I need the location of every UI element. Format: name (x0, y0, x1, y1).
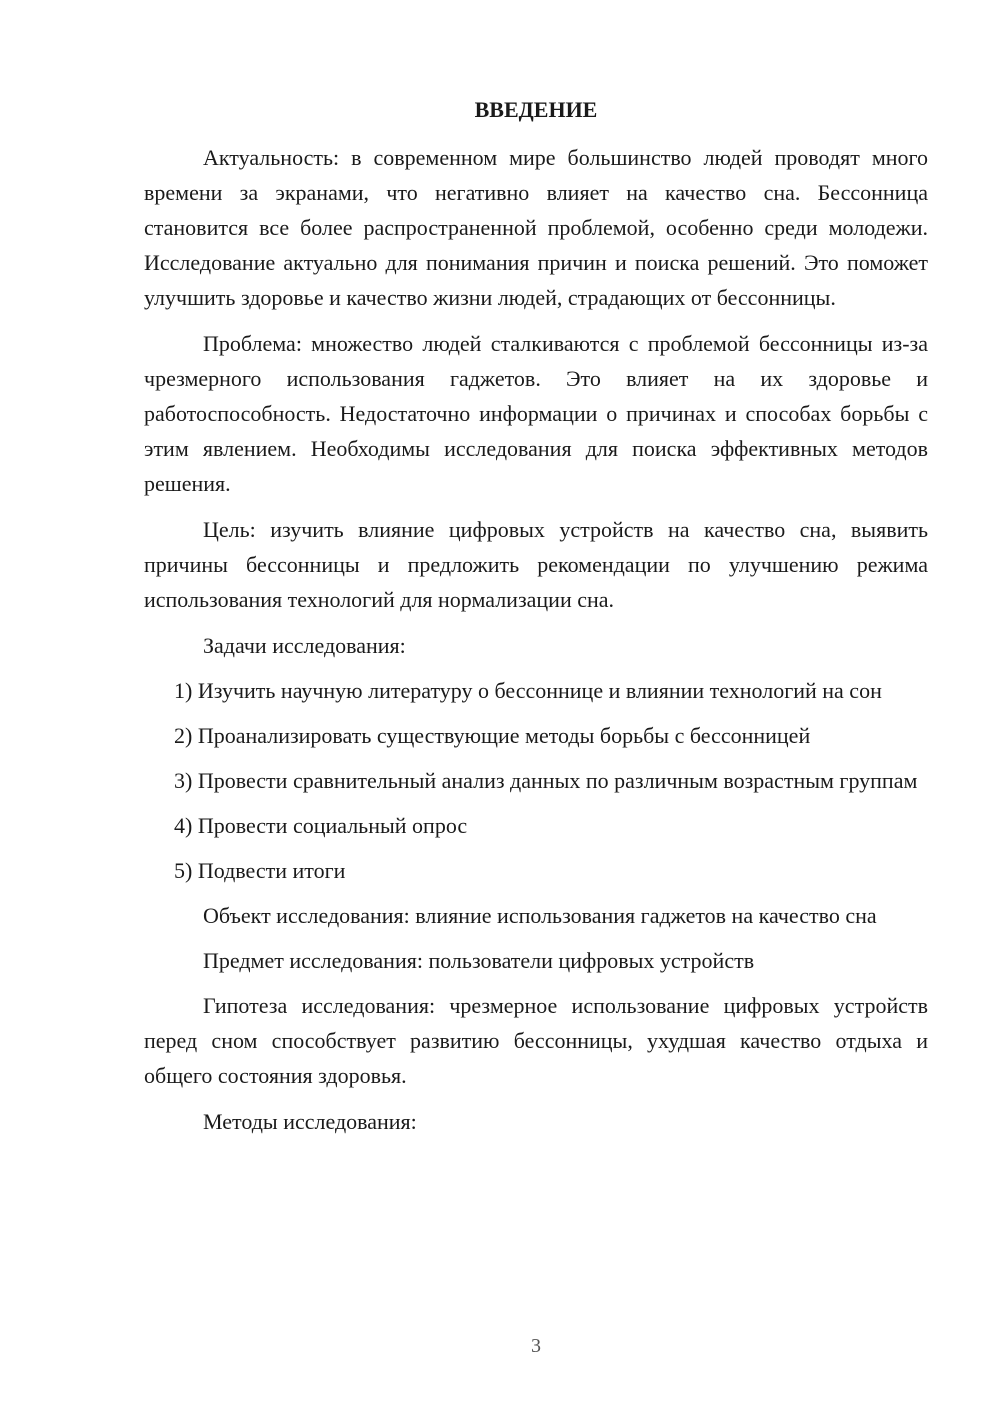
task-item-5: 5) Подвести итоги (174, 858, 346, 883)
methods-heading: Методы исследования: (203, 1109, 417, 1134)
document-page (144, 96, 928, 1150)
page-title: ВВЕДЕНИЕ (474, 97, 598, 122)
page-number: 3 (531, 1335, 541, 1357)
problem-paragraph: Проблема: множество людей сталкиваются с проблемой бессонницы из-за чрезмерного использования гаджетов. Это влияет на их здоровье и работоспособность. Недостаточно информации о причинах и способах борьбы с этим явлением. Необходимы исследования для поиска эффективных методов решения. (144, 331, 928, 496)
task-item-2: 2) Проанализировать существующие методы борьбы с бессонницей (174, 723, 811, 748)
hypothesis-paragraph: Гипотеза исследования: чрезмерное использование цифровых устройств перед сном способствует развитию бессонницы, ухудшая качество отдыха и общего состояния здоровья. (144, 993, 928, 1088)
tasks-heading: Задачи исследования: (203, 633, 406, 658)
task-item-1: 1) Изучить научную литературу о бессоннице и влиянии технологий на сон (174, 678, 882, 703)
relevance-paragraph: Актуальность: в современном мире большинство людей проводят много времени за экранами, что негативно влияет на качество сна. Бессонница становится все более распространенной проблемой, особенно среди молодежи. Исследование актуально для понимания причин и поиска решений. Это поможет улучшить здоровье и качество жизни людей, страдающих от бессонницы. (144, 145, 928, 310)
task-item-4: 4) Провести социальный опрос (174, 813, 468, 838)
object-paragraph: Объект исследования: влияние использования гаджетов на качество сна (203, 903, 877, 928)
goal-paragraph: Цель: изучить влияние цифровых устройств на качество сна, выявить причины бессонницы и предложить рекомендации по улучшению режима использования технологий для нормализации сна. (144, 517, 928, 612)
task-item-3: 3) Провести сравнительный анализ данных по различным возрастным группам (174, 768, 918, 793)
subject-paragraph: Предмет исследования: пользователи цифровых устройств (203, 948, 755, 973)
